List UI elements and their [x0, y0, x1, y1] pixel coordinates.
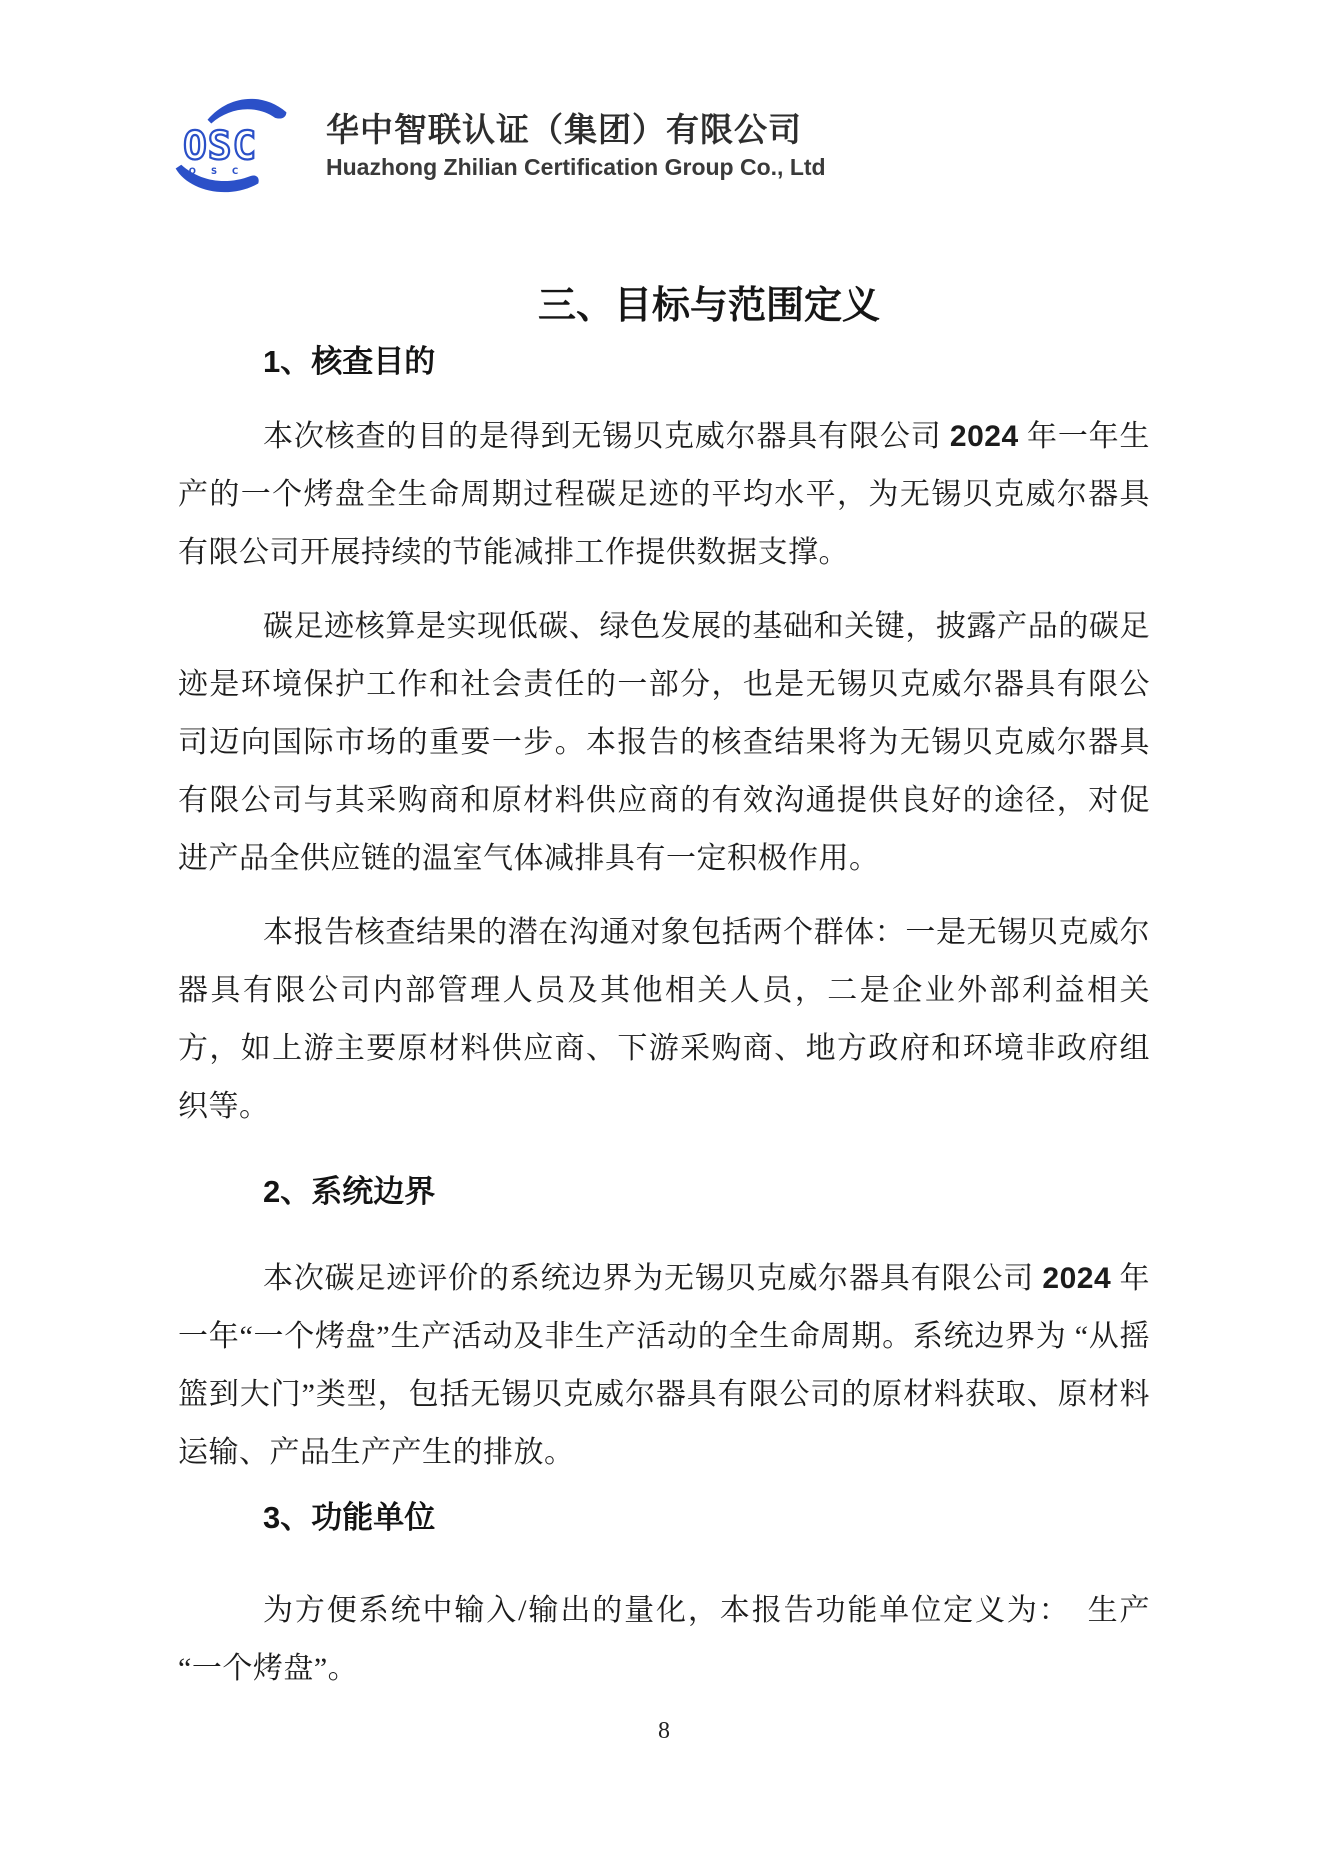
- logo-sub-letters: OSC: [188, 166, 254, 177]
- document-body: [178, 330, 1150, 1698]
- text-run: 本次碳足迹评价的系统边界为无锡贝克威尔器具有限公司: [263, 1262, 1043, 1295]
- section: [178, 330, 1150, 1136]
- section: [178, 1136, 1150, 1482]
- company-name-cn: 华中智联认证（集团）有限公司: [326, 111, 802, 149]
- paragraph: [178, 1582, 1150, 1698]
- company-name-block: [326, 111, 826, 180]
- bold-text-run: 2024: [1042, 1262, 1112, 1295]
- logo-letters: OSC: [183, 123, 258, 170]
- text-run: 碳足迹核算是实现低碳、绿色发展的基础和关键，披露产品的碳足迹是环境保护工作和社会责任的一部分，也是无锡贝克威尔器具有限公司迈向国际市场的重要一步。本报告的核查结果将为无锡贝克威尔器具有限公司与其采购商和原材料供应商的有效沟通提供良好的途径，对促进产品全供应链的温室气体减排具有一定积极作用。: [178, 610, 1150, 875]
- text-run: 本报告核查结果的潜在沟通对象包括两个群体：一是无锡贝克威尔器具有限公司内部管理人员及其他相关人员，二是企业外部利益相关方，如上游主要原材料供应商、下游采购商、地方政府和环境非政府组织等。: [178, 916, 1150, 1123]
- section-heading: 1、核查目的: [263, 344, 436, 379]
- section-heading: 2、系统边界: [263, 1174, 436, 1209]
- company-header: [170, 0, 1323, 202]
- text-run: 年一年“一个烤盘”生产活动及非生产活动的全生命周期。系统边界为 “从摇篮到大门”类型，包括无锡贝克威尔器具有限公司的原材料获取、原材料运输、产品生产产生的排放。: [178, 1262, 1151, 1469]
- page-footer: [178, 1716, 1150, 1746]
- paragraph: [178, 1250, 1150, 1482]
- paragraph: [178, 408, 1150, 582]
- text-run: 年一年生产的一个烤盘全生命周期过程碳足迹的平均水平，为无锡贝克威尔器具有限公司开展持续的节能减排工作提供数据支撑。: [178, 420, 1151, 569]
- logo-top-swoosh: [208, 99, 287, 124]
- company-name-en: Huazhong Zhilian Certification Group Co., Ltd: [326, 154, 826, 181]
- section-heading: 3、功能单位: [263, 1500, 436, 1535]
- text-run: 为方便系统中输入/输出的量化，本报告功能单位定义为： 生产“一个烤盘”。: [178, 1594, 1150, 1685]
- company-logo-icon: [170, 92, 292, 200]
- paragraph: [178, 904, 1150, 1136]
- section: [178, 1482, 1150, 1698]
- bold-text-run: 2024: [949, 420, 1019, 453]
- paragraph: [178, 598, 1150, 888]
- page-title: 三、目标与范围定义: [537, 285, 880, 327]
- page-number: 8: [658, 1718, 670, 1744]
- text-run: 本次核查的目的是得到无锡贝克威尔器具有限公司: [263, 420, 950, 453]
- document-content: [178, 202, 1150, 1746]
